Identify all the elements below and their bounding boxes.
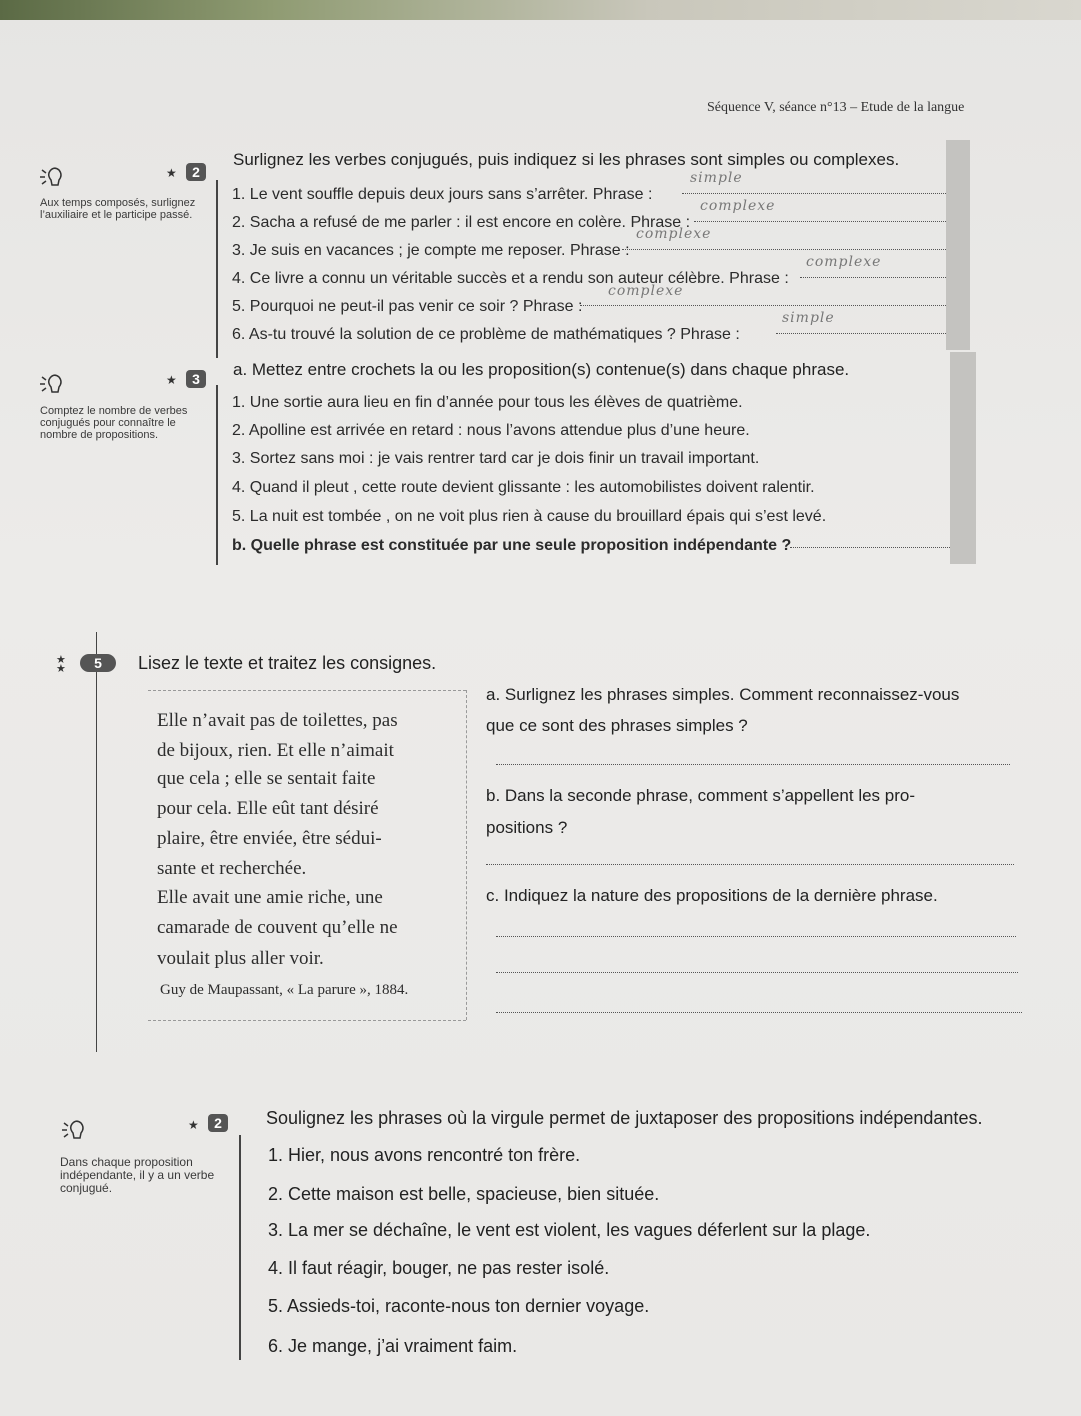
exercise-item: 1. Hier, nous avons rencontré ton frère. bbox=[268, 1145, 581, 1165]
divider-line bbox=[216, 180, 218, 358]
exercise-instruction: a. Mettez entre crochets la ou les proposition(s) contenue(s) dans chaque phrase. bbox=[233, 360, 850, 379]
exercise-question: que ce sont des phrases simples ? bbox=[486, 716, 748, 735]
exercise-item: 1. Une sortie aura lieu en fin d’année pour tous les élèves de quatrième. bbox=[232, 394, 743, 411]
exercise-item: 2. Sacha a refusé de me parler : il est encore en colère. Phrase : bbox=[232, 214, 691, 231]
text-line: voulait plus aller voir. bbox=[157, 948, 324, 969]
divider-line bbox=[239, 1135, 241, 1360]
exercise-question: c. Indiquez la nature des propositions de la dernière phrase. bbox=[486, 886, 938, 905]
handwritten-answer: complexe bbox=[608, 283, 684, 299]
text-line: pour cela. Elle eût tant désiré bbox=[157, 798, 379, 819]
answer-line bbox=[496, 936, 1016, 937]
exercise-number-badge: 5 bbox=[80, 654, 116, 672]
answer-line bbox=[800, 277, 946, 278]
exercise-tip: Comptez le nombre de verbes conjugués pour connaître le nombre de propositions. bbox=[40, 405, 188, 441]
page-header: Séquence V, séance n°13 – Etude de la langue bbox=[707, 100, 965, 115]
handwritten-answer: complexe bbox=[636, 226, 712, 242]
exercise-item: 4. Il faut réagir, bouger, ne pas rester isolé. bbox=[268, 1258, 610, 1278]
text-line: que cela ; elle se sentait faite bbox=[157, 768, 376, 789]
exercise-instruction: Surlignez les verbes conjugués, puis indiquez si les phrases sont simples ou complexes. bbox=[233, 150, 900, 169]
exercise-instruction: Soulignez les phrases où la virgule permet de juxtaposer des propositions indépendantes. bbox=[266, 1108, 983, 1128]
exercise-item: 5. La nuit est tombée , on ne voit plus rien à cause du brouillard épais qui s’est levé. bbox=[232, 508, 827, 525]
exercise-item: 4. Ce livre a connu un véritable succès et a rendu son auteur célèbre. Phrase : bbox=[232, 270, 789, 287]
handwritten-answer: complexe bbox=[806, 254, 882, 270]
answer-line bbox=[622, 249, 946, 250]
handwritten-answer: simple bbox=[782, 310, 835, 326]
exercise-item: 1. Le vent souffle depuis deux jours sans s’arrêter. Phrase : bbox=[232, 186, 653, 203]
answer-line bbox=[496, 1012, 1022, 1013]
star-icon: ★ ★ bbox=[56, 654, 66, 675]
text-line: camarade de couvent qu’elle ne bbox=[157, 917, 398, 938]
text-source: Guy de Maupassant, « La parure », 1884. bbox=[160, 982, 409, 998]
star-icon: ★ bbox=[166, 166, 177, 180]
lightbulb-icon bbox=[38, 165, 68, 189]
text-line: de bijoux, rien. Et elle n’aimait bbox=[157, 740, 394, 761]
photo-background-strip bbox=[0, 0, 1081, 20]
exercise-tip: Aux temps composés, surlignez l’auxiliaire et le participe passé. bbox=[40, 197, 196, 221]
text-frame-side bbox=[466, 690, 467, 1020]
exercise-question: a. Surlignez les phrases simples. Comment reconnaissez-vous bbox=[486, 685, 960, 704]
answer-line bbox=[776, 333, 946, 334]
answer-line bbox=[694, 221, 946, 222]
lightbulb-icon bbox=[38, 372, 68, 396]
lightbulb-icon bbox=[60, 1118, 90, 1142]
text-line: sante et recherchée. bbox=[157, 858, 307, 879]
answer-line bbox=[486, 864, 1014, 865]
exercise-item: 3. Je suis en vacances ; je compte me reposer. Phrase : bbox=[232, 242, 630, 259]
handwritten-answer: simple bbox=[690, 170, 743, 186]
exercise-number-badge: 2 bbox=[208, 1114, 228, 1132]
text-line: Elle n’avait pas de toilettes, pas bbox=[157, 710, 398, 731]
exercise-item: 2. Cette maison est belle, spacieuse, bien située. bbox=[268, 1184, 660, 1204]
exercise-question: b. Quelle phrase est constituée par une seule proposition indépendante ? bbox=[232, 537, 792, 554]
handwritten-answer: complexe bbox=[700, 198, 776, 214]
exercise-number-badge: 3 bbox=[186, 370, 206, 388]
exercise-item: 6. Je mange, j’ai vraiment faim. bbox=[268, 1336, 518, 1356]
exercise-item: 5. Pourquoi ne peut-il pas venir ce soir ? Phrase : bbox=[232, 298, 583, 315]
exercise-item: 3. La mer se déchaîne, le vent est violent, les vagues déferlent sur la plage. bbox=[268, 1220, 871, 1240]
text-frame-bottom bbox=[148, 1020, 466, 1021]
answer-line bbox=[496, 972, 1018, 973]
divider-line bbox=[96, 632, 97, 1052]
margin-shadow bbox=[950, 352, 976, 564]
exercise-instruction: Lisez le texte et traitez les consignes. bbox=[138, 653, 437, 673]
text-frame-top bbox=[148, 690, 466, 691]
exercise-item: 3. Sortez sans moi : je vais rentrer tard car je dois finir un travail important. bbox=[232, 450, 760, 467]
text-line: plaire, être enviée, être sédui- bbox=[157, 828, 382, 849]
answer-line bbox=[580, 305, 946, 306]
exercise-number-badge: 2 bbox=[186, 163, 206, 181]
exercise-question: b. Dans la seconde phrase, comment s’appellent les pro- bbox=[486, 786, 916, 805]
exercise-item: 4. Quand il pleut , cette route devient glissante : les automobilistes doivent ralentir. bbox=[232, 479, 815, 496]
answer-line bbox=[496, 764, 1010, 765]
star-icon: ★ bbox=[188, 1118, 199, 1132]
text-line: Elle avait une amie riche, une bbox=[157, 887, 383, 908]
exercise-item: 6. As-tu trouvé la solution de ce problème de mathématiques ? Phrase : bbox=[232, 326, 740, 343]
answer-line bbox=[790, 547, 950, 548]
star-icon: ★ bbox=[166, 373, 177, 387]
exercise-item: 2. Apolline est arrivée en retard : nous l’avons attendue plus d’une heure. bbox=[232, 422, 750, 439]
answer-line bbox=[682, 193, 946, 194]
exercise-tip: Dans chaque proposition indépendante, il y a un verbe conjugué. bbox=[60, 1155, 215, 1195]
exercise-item: 5. Assieds-toi, raconte-nous ton dernier voyage. bbox=[268, 1296, 650, 1316]
exercise-question: positions ? bbox=[486, 818, 568, 837]
margin-shadow bbox=[946, 140, 970, 350]
divider-line bbox=[216, 385, 218, 565]
